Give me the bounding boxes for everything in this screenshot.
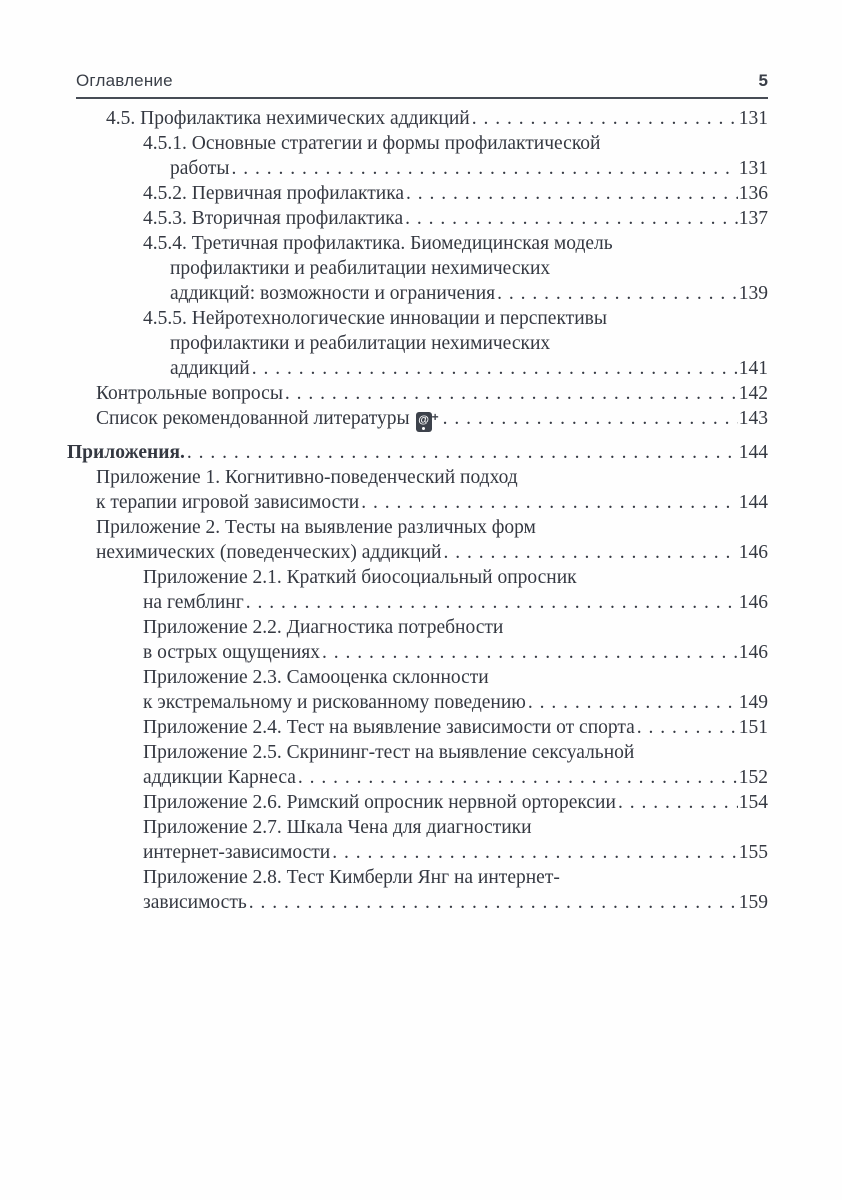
toc-entry-text: на гемблинг [143,592,244,613]
toc-entry [0,740,768,790]
toc-line [0,615,768,640]
toc-page-number: 142 [738,383,768,404]
toc-line [0,256,768,281]
toc-entry-text: Приложение 2.6. Римский опросник нервной орторексии [143,792,616,813]
dot-leader [322,640,738,665]
plus-badge-icon: + [431,409,439,424]
toc-page-number: 141 [738,358,768,379]
toc-entry-text: Список рекомендованной литературы [96,408,410,429]
toc-entry-text: Приложение 2.5. Скрининг-тест на выявление сексуальной [143,742,635,763]
toc-page-number: 155 [738,842,768,863]
toc-entry-text: Приложение 2.4. Тест на выявление зависимости от спорта [143,717,635,738]
toc-entry-text: 4.5.4. Третичная профилактика. Биомедицинская модель [143,233,613,254]
toc-line [0,690,768,715]
dot-leader [252,356,738,381]
toc-page-number: 151 [738,717,768,738]
toc-line [0,465,768,490]
toc-entry [0,465,768,515]
dot-leader [443,406,738,431]
toc-line [0,665,768,690]
toc-entry [0,440,768,465]
toc-line [0,156,768,181]
dot-leader [528,690,738,715]
dot-leader [361,490,738,515]
toc-line [0,715,768,740]
toc-line [0,231,768,256]
toc-entry-text: аддикции Карнеса [143,767,296,788]
toc-page-number: 146 [738,592,768,613]
dot-leader [472,106,738,131]
toc-line [0,815,768,840]
toc-line [0,281,768,306]
toc-page-number: 144 [738,442,768,463]
toc-entry-text: работы [170,158,230,179]
toc-entry-text: аддикций [170,358,250,379]
toc-entry-text: аддикций: возможности и ограничения [170,283,496,304]
toc-line [0,890,768,915]
toc-page-number: 131 [738,108,768,129]
dot-leader [231,156,737,181]
toc-page-number: 152 [738,767,768,788]
header-rule [76,97,768,99]
dot-leader [246,590,738,615]
toc-line [0,381,768,406]
toc-line [0,740,768,765]
toc-entry-text: интернет-зависимости [143,842,331,863]
toc-entry-text: 4.5.2. Первичная профилактика [143,183,405,204]
header-title: Оглавление [76,71,173,90]
toc-entry-text: профилактики и реабилитации нехимических [170,258,551,279]
electronic-supplement-phone-icon [416,409,439,432]
toc-page-number: 143 [738,408,768,429]
toc-entry [0,306,768,381]
toc-line [0,590,768,615]
toc-page-number: 139 [738,283,768,304]
toc-line [0,840,768,865]
toc-entry [0,865,768,915]
toc-line [0,540,768,565]
dot-leader [298,765,738,790]
toc-line [0,515,768,540]
toc-entry-text: 4.5.5. Нейротехнологические инновации и перспективы [143,308,607,329]
toc-entry-text: зависимость [143,892,247,913]
dot-leader [497,281,738,306]
toc-page-number: 149 [738,692,768,713]
toc-line [0,440,768,465]
toc-entry [0,715,768,740]
toc-entry [0,206,768,231]
toc-line [0,206,768,231]
toc-entry-text: к терапии игровой зависимости [96,492,360,513]
toc-entry-text: Приложение 2.8. Тест Кимберли Янг на интернет- [143,867,560,888]
toc-entry [0,231,768,306]
toc-page-number: 144 [738,492,768,513]
toc-entry-text: Приложение 2.7. Шкала Чена для диагностики [143,817,532,838]
dot-leader [332,840,738,865]
toc-entry [0,106,768,131]
toc-entry-text: в острых ощущениях [143,642,320,663]
toc-list [0,106,768,915]
toc-entry-text: Контрольные вопросы [96,383,283,404]
toc-entry [0,515,768,565]
at-symbol-icon: @ [418,413,430,426]
toc-entry-text: к экстремальному и рискованному поведению [143,692,526,713]
toc-line [0,181,768,206]
toc-line [0,131,768,156]
toc-entry-text: Приложение 2. Тесты на выявление различных форм [96,517,536,538]
toc-entry-text: Приложение 2.2. Диагностика потребности [143,617,504,638]
toc-entry [0,381,768,406]
toc-line [0,865,768,890]
toc-entry-text: 4.5. Профилактика нехимических аддикций [106,108,470,129]
dot-leader [405,206,738,231]
toc-page-number: 137 [738,208,768,229]
toc-entry-text: Приложение 2.1. Краткий биосоциальный опросник [143,567,577,588]
toc-line [0,356,768,381]
toc-entry [0,665,768,715]
dot-leader [618,790,738,815]
toc-line [0,790,768,815]
toc-page-number: 131 [738,158,768,179]
dot-leader [285,381,738,406]
toc-entry [0,406,768,431]
dot-leader [406,181,738,206]
toc-line [0,106,768,131]
toc-entry-text: Приложения. [67,442,185,463]
toc-line [0,490,768,515]
toc-entry-text: 4.5.3. Вторичная профилактика [143,208,404,229]
toc-entry [0,131,768,181]
phone-home-button-icon [422,427,425,430]
toc-line [0,406,768,431]
toc-entry-text: нехимических (поведенческих) аддикций [96,542,442,563]
toc-entry-text: Приложение 1. Когнитивно-поведенческий подход [96,467,518,488]
toc-page-number: 136 [738,183,768,204]
toc-entry [0,565,768,615]
toc-entry [0,815,768,865]
toc-page-number: 159 [738,892,768,913]
toc-line [0,306,768,331]
toc-page-number: 146 [738,542,768,563]
toc-entry [0,181,768,206]
toc-entry [0,790,768,815]
dot-leader [187,440,738,465]
toc-entry [0,615,768,665]
toc-line [0,640,768,665]
toc-entry-text: профилактики и реабилитации нехимических [170,333,551,354]
page-header [76,71,768,91]
header-page-number: 5 [758,71,768,90]
dot-leader [249,890,738,915]
dot-leader [443,540,737,565]
toc-line [0,565,768,590]
toc-page-number: 146 [738,642,768,663]
dot-leader [637,715,738,740]
toc-line [0,765,768,790]
toc-line [0,331,768,356]
toc-entry-text: 4.5.1. Основные стратегии и формы профилактической [143,133,601,154]
toc-page-number: 154 [738,792,768,813]
toc-entry-text: Приложение 2.3. Самооценка склонности [143,667,489,688]
